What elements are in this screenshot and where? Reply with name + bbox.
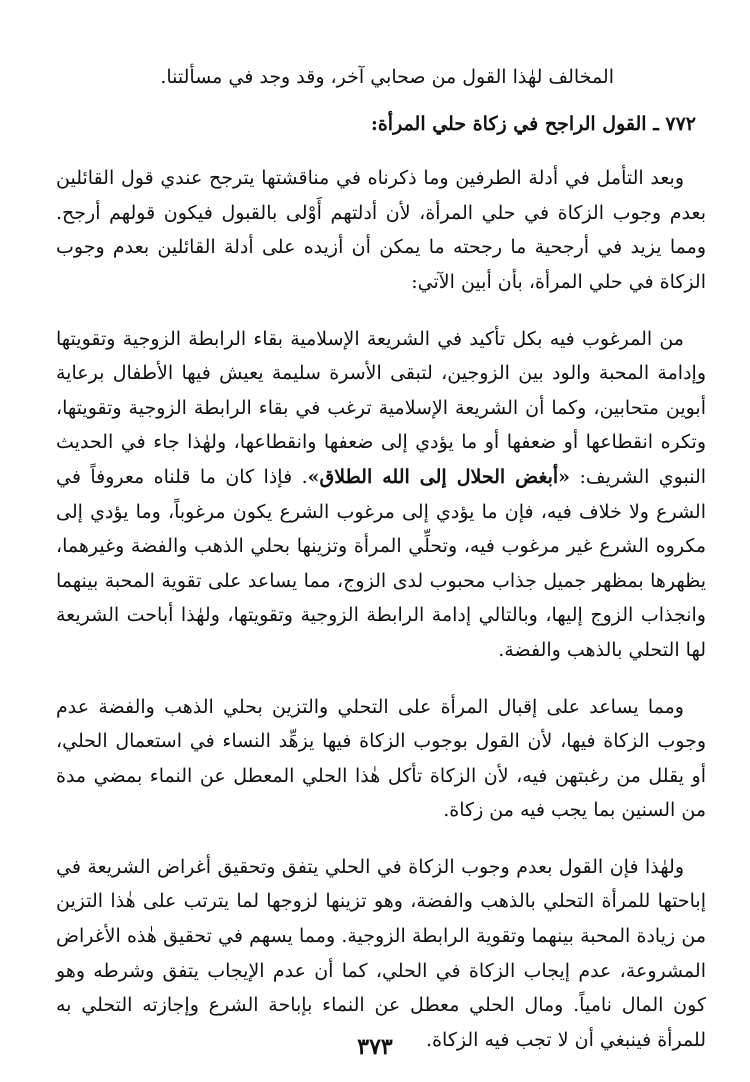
page-body — [56, 60, 706, 1057]
paragraph-1: وبعد التأمل في أدلة الطرفين وما ذكرناه في مناقشتها يترجح عندي قول القائلين بعدم وجوب الزكاة في حلي المرأة، لأن أدلتهم أَوْلى بالقبول فيكون قولهم أرجح. ومما يزيد في أرجحية ما رجحته ما يمكن أن أزيده على أدلة القائلين بعدم وجوب الزكاة في حلي المرأة، بأن أبين الآتي: — [56, 167, 706, 293]
opening-line: المخالف لهٰذا القول من صحابي آخر، وقد وجد في مسألتنا. — [160, 66, 614, 88]
paragraph-2-text-after: . فإذا كان ما قلناه معروفاً في الشرع ولا خلاف فيه، فإن ما يؤدي إلى مرغوب الشرع يكون مرغوباً، وما يؤدي إلى مكروه الشرع غير مرغوب فيه، وتحلِّي المرأة وتزينها بحلي الذهب والفضة وغيرهما، يظهرها بمظهر جميل جذاب محبوب لدى الزوج، مما يساعد على تقوية المحبة بينهما وانجذاب الزوج إليها، وبالتالي إدامة الرابطة الزوجية وتقويتها، ولهٰذا أباحت الشريعة لها التحلي بالذهب والفضة. — [56, 465, 706, 661]
paragraph-4: ولهٰذا فإن القول بعدم وجوب الزكاة في الحلي يتفق وتحقيق أغراض الشريعة في إباحتها للمرأة التحلي بالذهب والفضة، وهو تزينها لزوجها لما يترتب على هٰذا التزين من زيادة المحبة بينهما وتقوية الرابطة الزوجية. ومما يسهم في تحقيق هٰذه الأغراض المشروعة، عدم إيجاب الزكاة في الحلي، كما أن عدم الإيجاب يتفق وشرطه وهو كون المال نامياً. ومال الحلي معطل عن النماء بإباحة الشرع وإجازته التحلي به للمرأة فينبغي أن لا تجب فيه الزكاة. — [56, 855, 706, 1051]
paragraph-2-text-before: من المرغوب فيه بكل تأكيد في الشريعة الإسلامية بقاء الرابطة الزوجية وتقويتها وإدامة المحبة والود بين الزوجين، لتبقى الأسرة سليمة يعيش فيها الأطفال برعاية أبوين متحابين، وكما أن الشريعة الإسلامية ترغب في بقاء الرابطة الزوجية وتقويتها، وتكره انقطاعها أو ضعفها أو ما يؤدي إلى ضعفها وانقطاعها، ولهٰذا جاء في الحديث النبوي الشريف: — [56, 327, 707, 488]
section-heading: ٧٧٢ ـ القول الراجح في زكاة حلي المرأة: — [370, 112, 696, 135]
page-number: ٣٧٣ — [357, 1034, 393, 1060]
hadith-quote: «أبغض الحلال إلى الله الطلاق» — [307, 465, 571, 488]
paragraph-2 — [56, 322, 706, 668]
paragraph-3: ومما يساعد على إقبال المرأة على التحلي والتزين بحلي الذهب والفضة عدم وجوب الزكاة فيها، لأن القول بوجوب الزكاة فيها يزهِّد النساء في استعمال الحلي، أو يقلل من رغبتهن فيه، لأن الزكاة تأكل هٰذا الحلي المعطل عن النماء بمضي مدة من السنين بما يجب فيه من زكاة. — [56, 695, 706, 822]
